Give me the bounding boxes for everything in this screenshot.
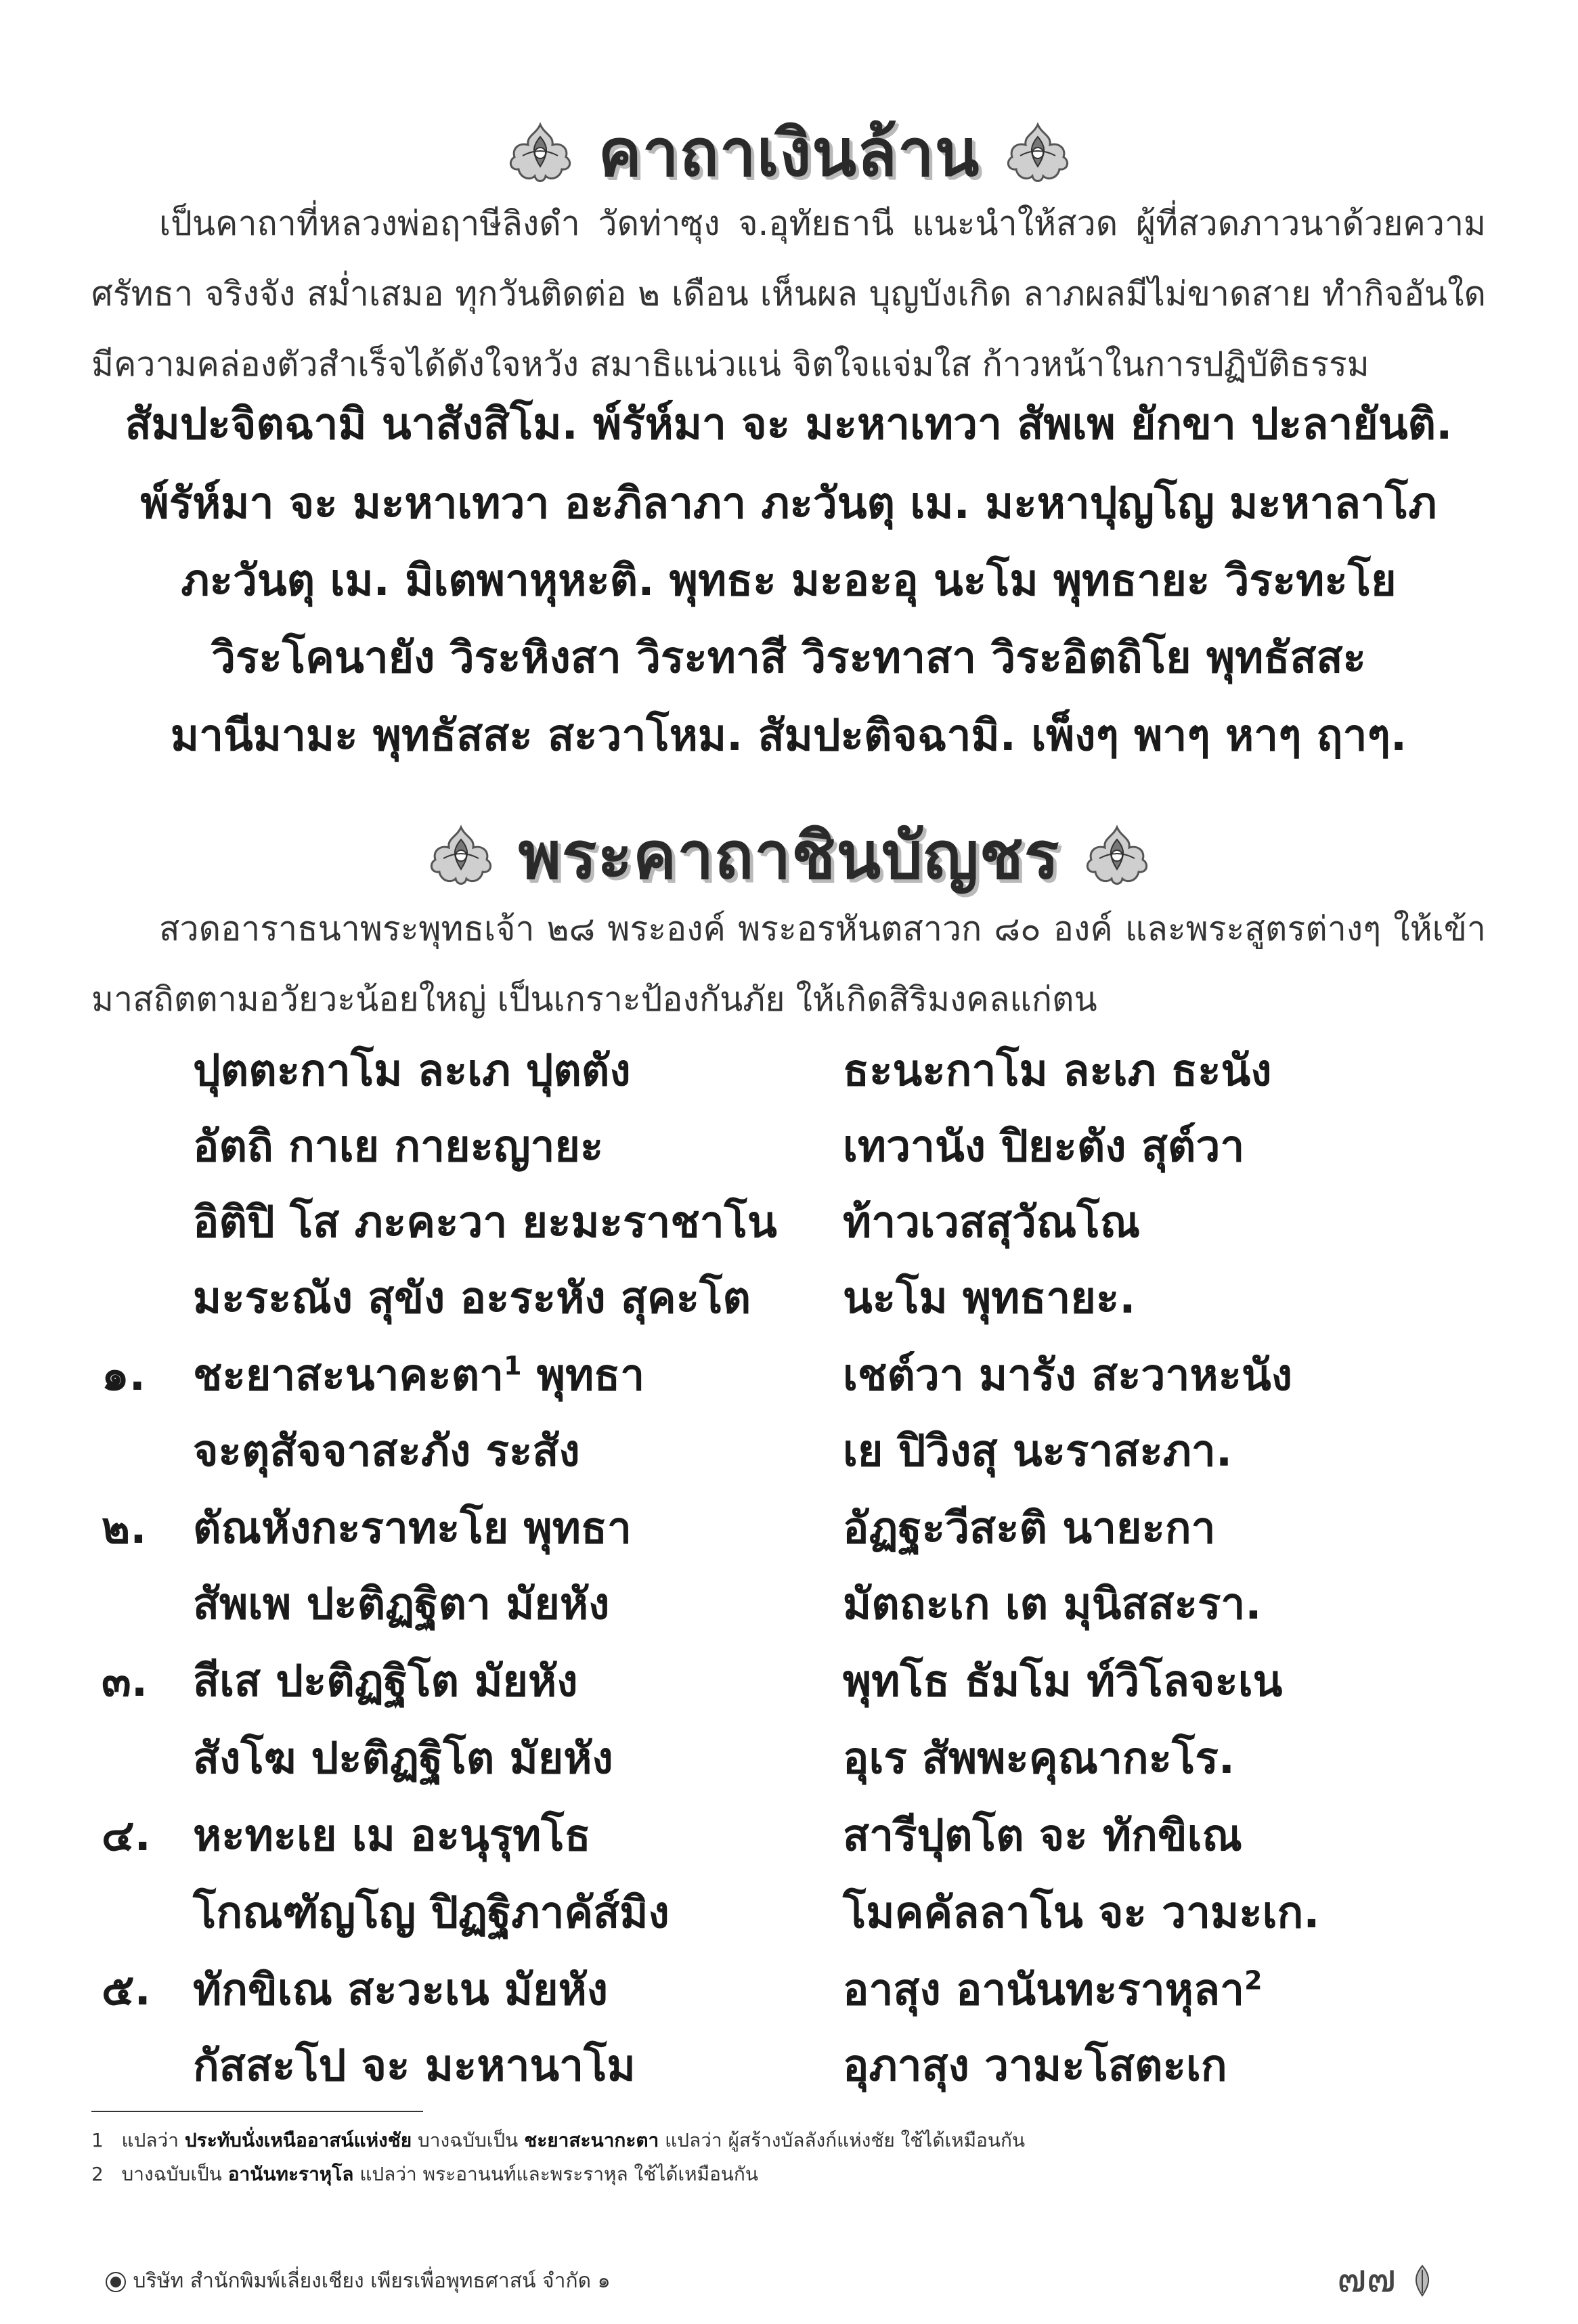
page-number [1337,2246,1436,2309]
publisher-line [105,2265,611,2297]
verse-left: สังโฆ ปะติฏฐิโต มัยหัง [193,1734,613,1784]
verse-left: ปุตตะกาโม ละเภ ปุตตัง [193,1046,631,1096]
page-number-text: ๗๗ [1337,2255,1397,2301]
verse-right: โมคคัลลาโน จะ วามะเก. [843,1888,1320,1938]
verse-left: อัตถิ กาเย กายะญายะ [193,1122,604,1172]
footnote-text: แปลว่า ผู้สร้างบัลลังก์แห่งชัย ใช้ได้เหมือนกัน [665,2129,1026,2151]
katha-line-3: ภะวันตุ เม. มิเตพาหุหะติ. พุทธะ มะอะอุ นะโม พุทธายะ วิระทะโย [181,556,1397,606]
katha-line-5: มานีมามะ พุทธัสสะ สะวาโหม. สัมปะติจฉามิ. เพ็งๆ พาๆ หาๆ ฤาๆ. [170,711,1407,761]
footnote-text: แปลว่า [121,2129,179,2151]
verse-left: ตัณหังกะราทะโย พุทธา [193,1504,632,1554]
verse-left [193,1340,644,1409]
section2-intro: สวดอาราธนาพระพุทธเจ้า ๒๘ พระองค์ พระอรหันตสาวก ๘๐ องค์ และพระสูตรต่างๆ ให้เข้ามาสถิตตามอวัยวะน้อยใหญ่ เป็นเกราะป้องกันภัย ให้เกิดสิริมงคลแก่ตน [91,909,1486,1019]
footnote-text: บางฉบับเป็น [121,2163,222,2185]
verse-right: ท้าวเวสสุวัณโณ [843,1198,1141,1248]
verse-right: มัตถะเก เต มุนิสสะรา. [843,1579,1262,1629]
leaf-ornament-icon [1409,2264,1436,2297]
verse-left-text: ชะยาสะนาคะตา [193,1351,504,1401]
section2-heading [0,804,1578,907]
verse-number: ๑. [102,1351,146,1401]
verse-number: ๓. [102,1657,148,1707]
verse-left: มะระณัง สุขัง อะระหัง สุคะโต [193,1273,751,1323]
ornament-icon [1007,122,1069,184]
verse-number: ๒. [102,1504,147,1554]
section2-title: พระคาถาชินบัญชร [518,818,1060,894]
footnote-bold: อานันทะราหุโล [227,2163,354,2185]
footnote-number: 2 [91,2163,104,2185]
verse-number: ๕. [102,1965,151,2015]
verse-right: เทวานัง ปิยะตัง สุต์วา [843,1122,1245,1172]
ornament-icon [430,825,492,887]
katha-line-1: สัมปะจิตฉามิ นาสังสิโม. พ์รัห์มา จะ มะหาเทวา สัพเพ ยักขา ปะลายันติ. [125,399,1453,450]
verse-left: อิติปิ โส ภะคะวา ยะมะราชาโน [193,1198,777,1248]
verse-left: กัสสะโป จะ มะหานาโม [193,2041,636,2091]
verse-right: เชต์วา มารัง สะวาหะนัง [843,1351,1292,1401]
verse-left: โกณฑัญโญ ปิฏฐิภาคัส์มิง [193,1888,670,1938]
verse-left: หะทะเย เม อะนุรุทโธ [193,1811,591,1861]
footnote-1 [91,2126,1025,2155]
verse-right: พุทโธ ธัมโม ท์วิโลจะเน [843,1657,1283,1707]
verse-left: จะตุสัจจาสะภัง ระสัง [193,1426,580,1476]
katha-line-2: พ์รัห์มา จะ มะหาเทวา อะภิลาภา ภะวันตุ เม. มะหาปุญโญ มะหาลาโภ [140,479,1437,529]
footnote-text: แปลว่า พระอานนท์และพระราหุล ใช้ได้เหมือนกัน [359,2163,759,2185]
footnote-text: บางฉบับเป็น [418,2129,519,2151]
ornament-icon [509,122,571,184]
ornament-icon [1086,825,1148,887]
publisher-logo-icon [105,2271,127,2293]
verse-right: อุเร สัพพะคุณากะโร. [843,1734,1235,1784]
footnote-bold: ประทับนั่งเหนืออาสน์แห่งชัย [184,2129,412,2151]
verse-left: สีเส ปะติฏฐิโต มัยหัง [193,1657,578,1707]
section1-title: คาถาเงินล้าน [598,115,980,191]
footnote-bold: ชะยาสะนากะตา [524,2129,659,2151]
katha-line-4: วิระโคนายัง วิระหิงสา วิระทาสี วิระทาสา วิระอิตถิโย พุทธัสสะ [211,633,1366,683]
footnote-number: 1 [91,2129,104,2151]
footnote-2 [91,2159,758,2189]
verse-left: ทักขิเณ สะวะเน มัยหัง [193,1965,608,2015]
section1-intro: เป็นคาถาที่หลวงพ่อฤาษีลิงดำ วัดท่าซุง จ.อุทัยธานี แนะนำให้สวด ผู้ที่สวดภาวนาด้วยความศรัทธา จริงจัง สม่ำเสมอ ทุกวันติดต่อ ๒ เดือน เห็นผล บุญบังเกิด ลาภผลมีไม่ขาดสาย ทำกิจอันใดมีความคล่องตัวสำเร็จได้ดังใจหวัง สมาธิแน่วแน่ จิตใจแจ่มใส ก้าวหน้าในการปฏิบัติธรรม [91,204,1486,384]
verse-right: อุภาสุง วามะโสตะเก [843,2041,1227,2091]
verse-right: สารีปุตโต จะ ทักขิเณ [843,1811,1242,1861]
verse-right: นะโม พุทธายะ. [843,1273,1136,1323]
verse-right: อัฏฐะวีสะติ นายะกา [843,1504,1216,1554]
verse-right-text: อาสุง อานันทะราหุลา [843,1965,1245,2015]
publisher-name: บริษัท สำนักพิมพ์เลี่ยงเชียง เพียรเพื่อพุทธศาสน์ จำกัด ๑ [133,2269,611,2293]
verse-left: สัพเพ ปะติฏฐิตา มัยหัง [193,1579,610,1629]
verse-right [843,1955,1263,2024]
verse-right: ธะนะกาโม ละเภ ธะนัง [843,1046,1272,1096]
footnote-ref-2: 2 [1244,1965,1263,1996]
footnote-divider [91,2111,423,2112]
footnote-ref-1: 1 [504,1351,522,1381]
verse-right: เย ปิวิงสุ นะราสะภา. [843,1426,1233,1476]
verse-left-text-after: พุทธา [521,1351,645,1401]
verse-number: ๔. [102,1811,151,1861]
